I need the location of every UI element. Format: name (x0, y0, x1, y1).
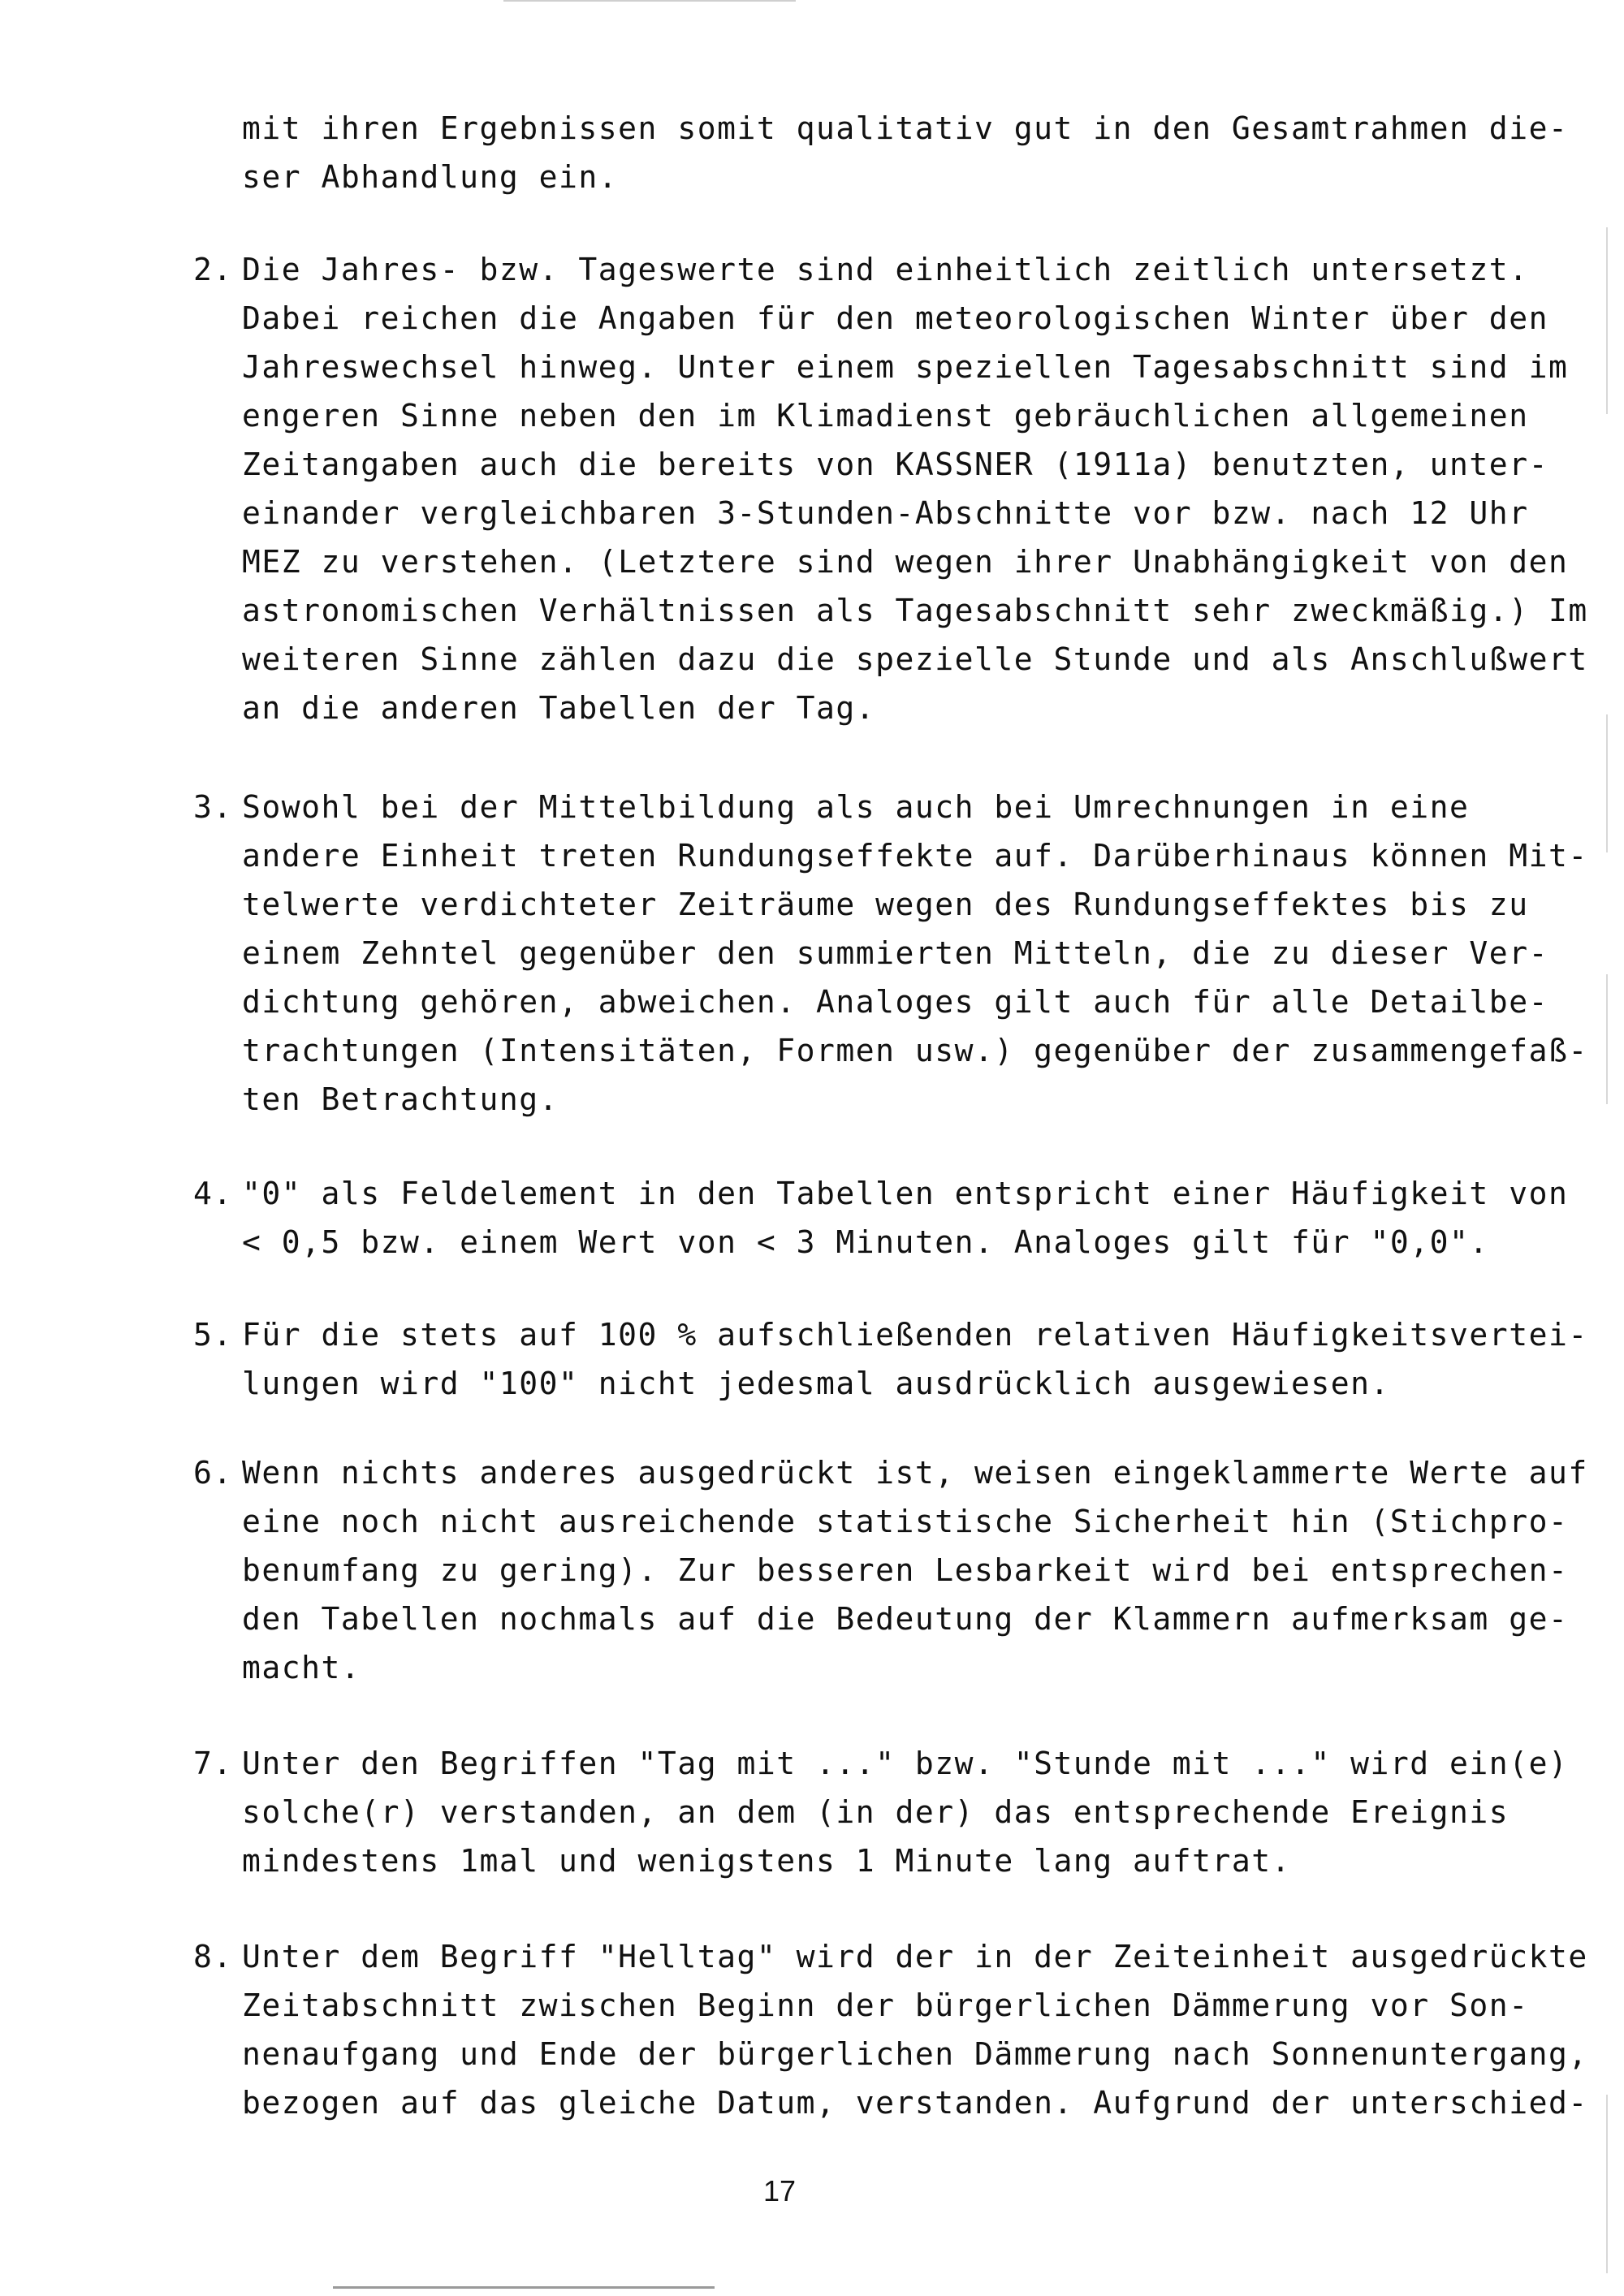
item-text (242, 1932, 1588, 2127)
paragraph-line: < 0,5 bzw. einem Wert von < 3 Minuten. Analoges gilt für "0,0". (242, 1224, 1489, 1260)
paragraph-line: nenaufgang und Ende der bürgerlichen Dämmerung nach Sonnenuntergang, (242, 2036, 1588, 2072)
paragraph-line: mit ihren Ergebnissen somit qualitativ gut in den Gesamtrahmen die- (242, 110, 1569, 146)
paragraph-line: Zeitabschnitt zwischen Beginn der bürgerlichen Dämmerung vor Son- (242, 1987, 1529, 2023)
intro-paragraph (242, 104, 1569, 201)
item-number: 6. (193, 1455, 233, 1491)
paragraph-line: ten Betrachtung. (242, 1081, 559, 1117)
item-number: 7. (193, 1746, 233, 1781)
paragraph-line: an die anderen Tabellen der Tag. (242, 690, 876, 726)
paragraph-line: macht. (242, 1650, 361, 1685)
paragraph-line: Unter dem Begriff "Helltag" wird der in der Zeiteinheit ausgedrückte (242, 1939, 1588, 1974)
scan-edge-line (1606, 2095, 1608, 2273)
item-number: 2. (193, 252, 233, 287)
item-text (242, 1310, 1588, 1408)
item-text (242, 1448, 1588, 1692)
item-number: 4. (193, 1176, 233, 1211)
paragraph-line: Zeitangaben auch die bereits von KASSNER (1911a) benutzten, unter- (242, 447, 1548, 482)
paragraph-line: ser Abhandlung ein. (242, 159, 619, 195)
paragraph-line: Für die stets auf 100 % aufschließenden relativen Häufigkeitsvertei- (242, 1317, 1588, 1353)
paragraph-line: andere Einheit treten Rundungseffekte auf. Darüberhinaus können Mit- (242, 838, 1588, 874)
paragraph-line: telwerte verdichteter Zeiträume wegen des Rundungseffektes bis zu (242, 887, 1529, 922)
page-number: 17 (762, 2174, 797, 2208)
item-number: 5. (193, 1317, 233, 1353)
paragraph-line: bezogen auf das gleiche Datum, verstanden. Aufgrund der unterschied- (242, 2085, 1588, 2121)
scan-edge-line (1606, 714, 1608, 852)
paragraph-line: einem Zehntel gegenüber den summierten Mitteln, die zu dieser Ver- (242, 935, 1548, 971)
paragraph-line: weiteren Sinne zählen dazu die spezielle Stunde und als Anschlußwert (242, 641, 1588, 677)
paragraph-line: mindestens 1mal und wenigstens 1 Minute lang auftrat. (242, 1843, 1292, 1879)
paragraph-line: astronomischen Verhältnissen als Tagesabschnitt sehr zweckmäßig.) Im (242, 593, 1588, 628)
paragraph-line: "0" als Feldelement in den Tabellen entspricht einer Häufigkeit von (242, 1176, 1569, 1211)
paragraph-line: solche(r) verstanden, an dem (in der) das entsprechende Ereignis (242, 1794, 1510, 1830)
paragraph-line: Wenn nichts anderes ausgedrückt ist, weisen eingeklammerte Werte auf (242, 1455, 1588, 1491)
paragraph-line: Dabei reichen die Angaben für den meteorologischen Winter über den (242, 300, 1548, 336)
item-text (242, 245, 1588, 732)
scan-artifact-bottom (333, 2286, 715, 2289)
paragraph-line: den Tabellen nochmals auf die Bedeutung der Klammern aufmerksam ge- (242, 1601, 1569, 1637)
item-number: 8. (193, 1939, 233, 1974)
paragraph-line: MEZ zu verstehen. (Letztere sind wegen ihrer Unabhängigkeit von den (242, 544, 1569, 580)
paragraph-line: dichtung gehören, abweichen. Analoges gilt auch für alle Detailbe- (242, 984, 1548, 1020)
paragraph-line: trachtungen (Intensitäten, Formen usw.) gegenüber der zusammengefaß- (242, 1033, 1588, 1068)
paragraph-line: Jahreswechsel hinweg. Unter einem speziellen Tagesabschnitt sind im (242, 349, 1569, 385)
paragraph-line: Unter den Begriffen "Tag mit ..." bzw. "Stunde mit ..." wird ein(e) (242, 1746, 1569, 1781)
paragraph-line: Sowohl bei der Mittelbildung als auch bei Umrechnungen in eine (242, 789, 1470, 825)
scan-edge-line (1606, 974, 1608, 1104)
item-number: 3. (193, 789, 233, 825)
paragraph-line: einander vergleichbaren 3-Stunden-Abschnitte vor bzw. nach 12 Uhr (242, 495, 1529, 531)
scan-artifact-top (503, 0, 796, 2)
paragraph-line: benumfang zu gering). Zur besseren Lesbarkeit wird bei entsprechen- (242, 1552, 1569, 1588)
paragraph-line: Die Jahres- bzw. Tageswerte sind einheitlich zeitlich untersetzt. (242, 252, 1529, 287)
item-text (242, 1739, 1569, 1885)
scan-edge-line (1606, 227, 1608, 414)
paragraph-line: engeren Sinne neben den im Klimadienst gebräuchlichen allgemeinen (242, 398, 1529, 434)
paragraph-line: eine noch nicht ausreichende statistische Sicherheit hin (Stichpro- (242, 1504, 1569, 1539)
paragraph-line: lungen wird "100" nicht jedesmal ausdrücklich ausgewiesen. (242, 1366, 1390, 1401)
item-text (242, 1169, 1569, 1267)
item-text (242, 783, 1588, 1124)
